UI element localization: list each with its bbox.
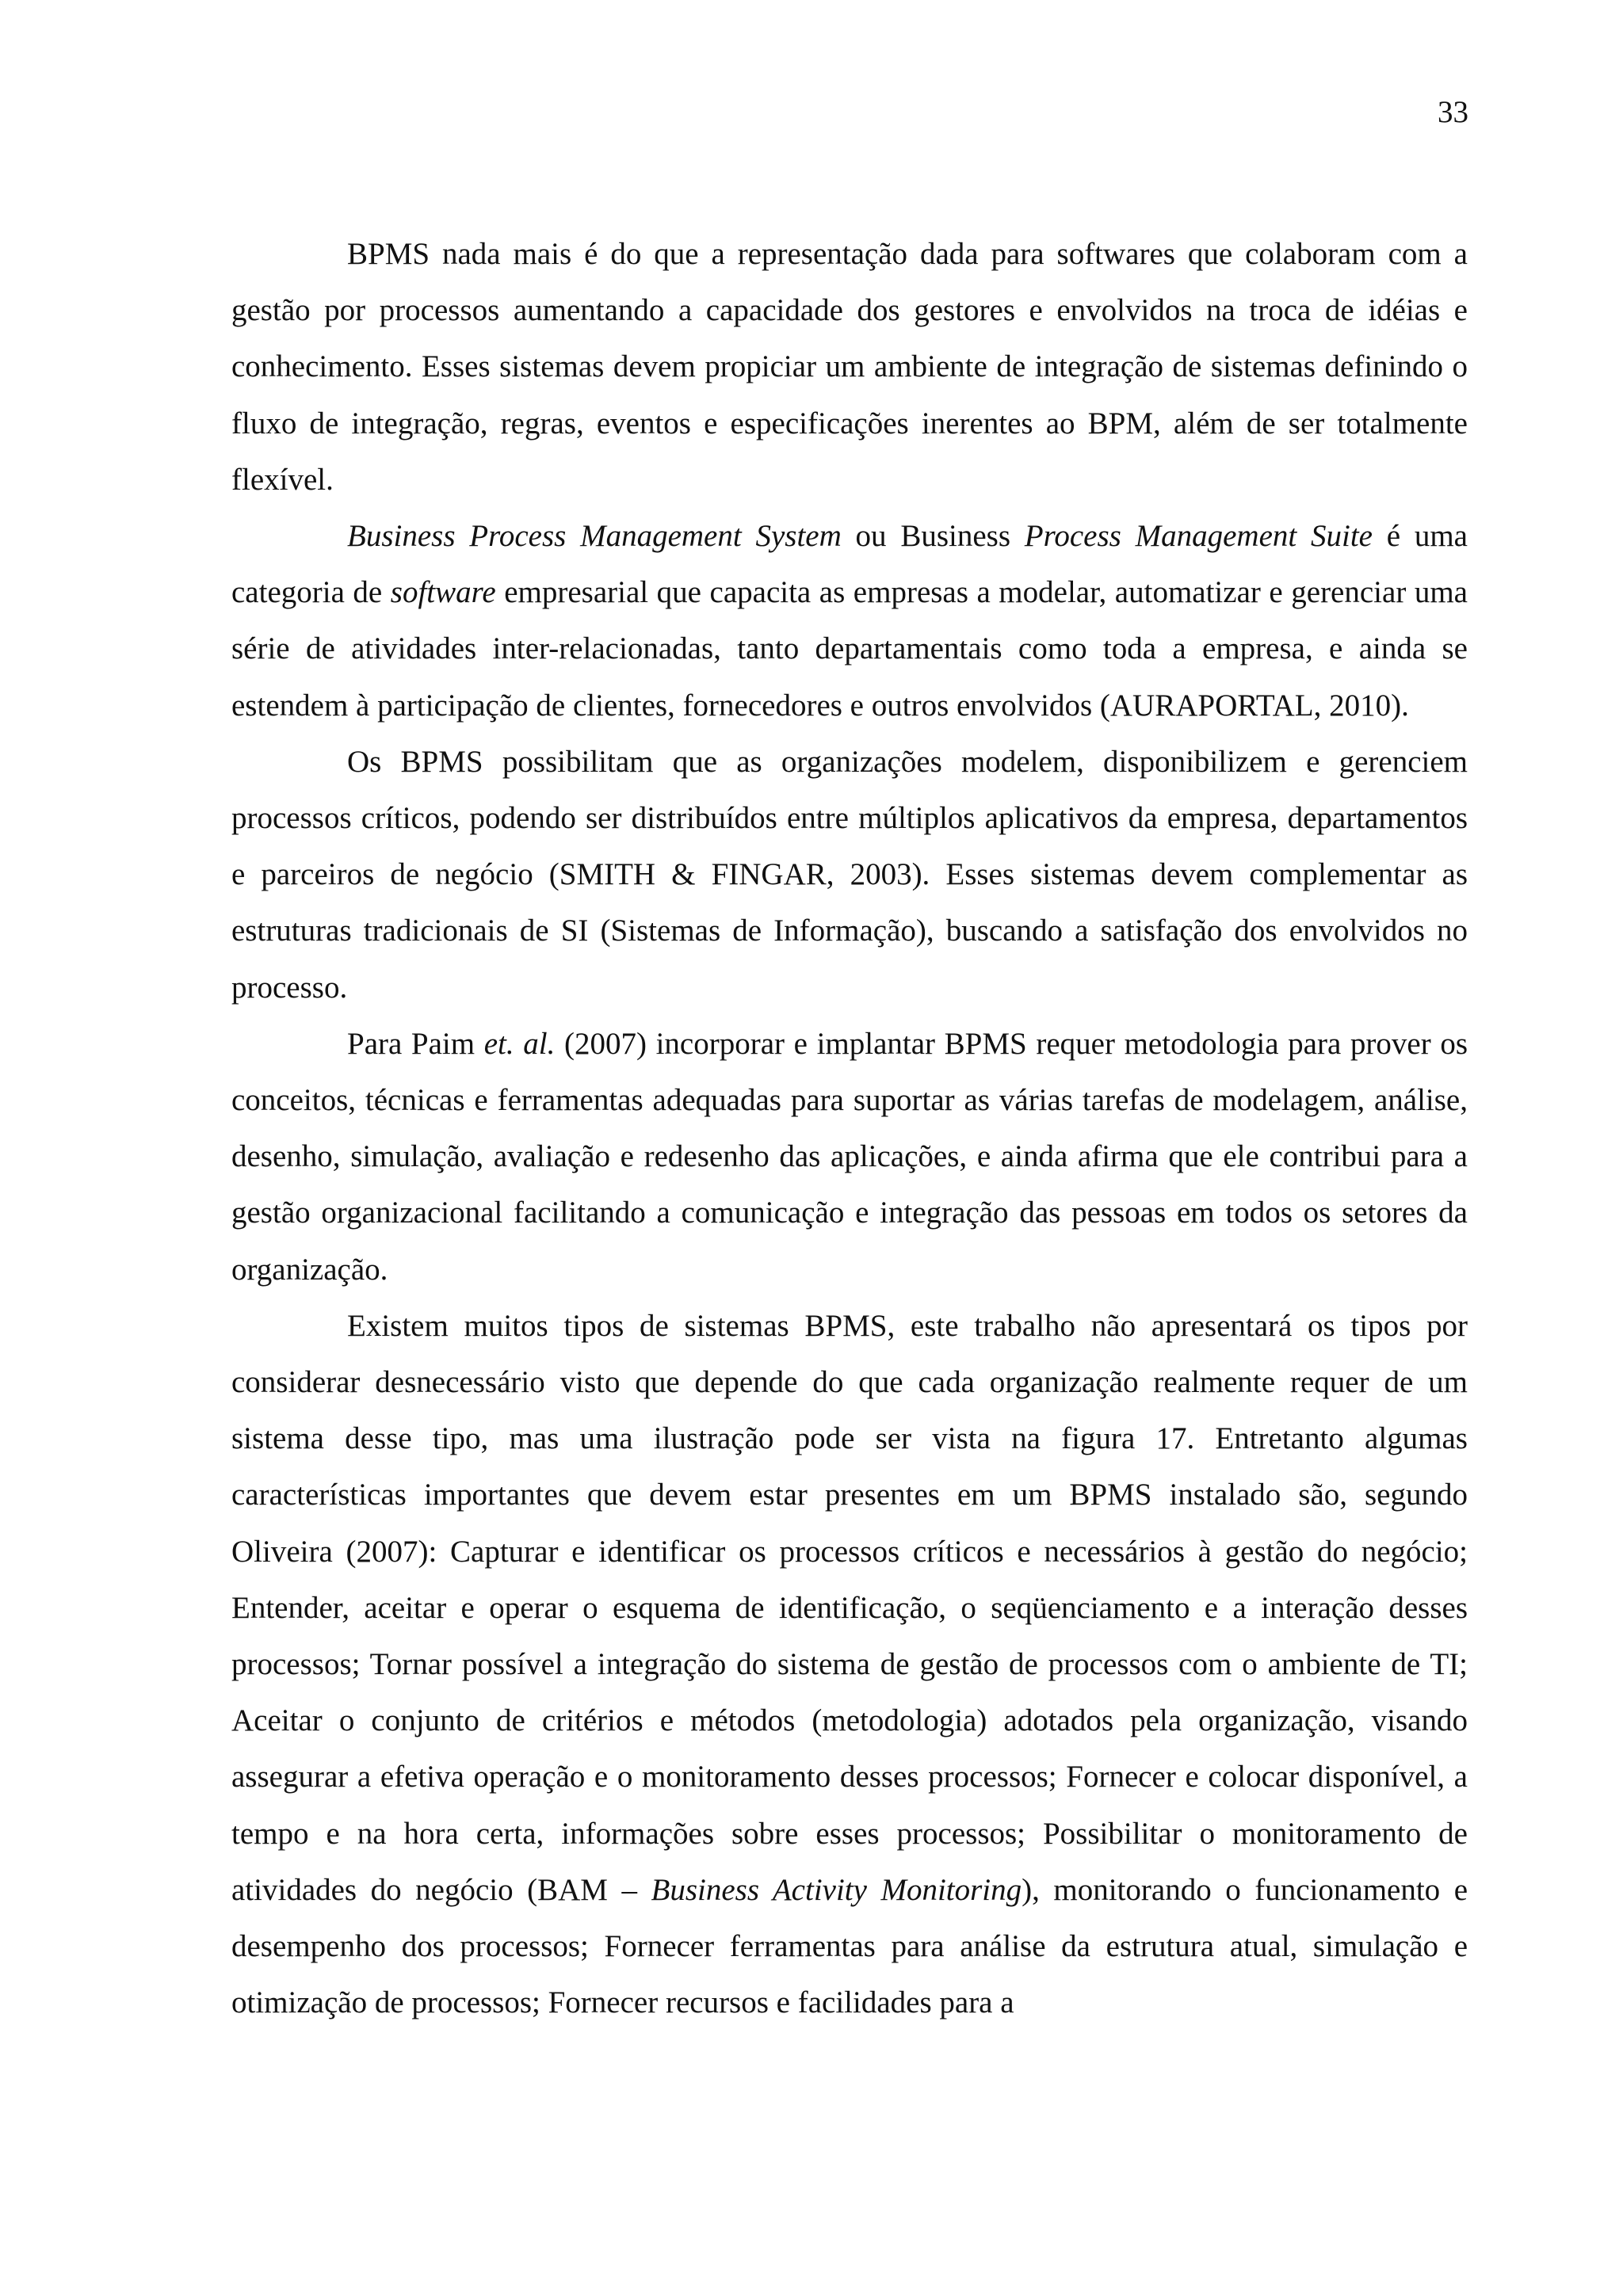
paragraph-bpms-category <box>231 508 1468 734</box>
paragraph-text: BPMS nada mais é do que a representação dada para softwares que colaboram com a gestão por processos aumentando a capacidade dos gestores e envolvidos na troca de idéias e conhecimento. Esses sistemas devem propiciar um ambiente de integração de sistemas definindo o fluxo de integração, regras, eventos e especificações inerentes ao BPM, além de ser totalmente flexível. <box>231 237 1468 497</box>
paragraph-bpms-methodology <box>231 1016 1468 1298</box>
document-body <box>231 226 1468 2031</box>
paragraph-bpms-definition <box>231 226 1468 508</box>
paragraph-text: (2007) incorporar e implantar BPMS requer metodologia para prover os conceitos, técnicas e ferramentas adequadas para suportar as várias tarefas de modelagem, análise, desenho, simulação, avaliação e redesenho das aplicações, e ainda afirma que ele contribui para a gestão organizacional facilitando a comunicação e integração das pessoas em todos os setores da organização. <box>231 1026 1468 1287</box>
paragraph-bpms-characteristics <box>231 1298 1468 2031</box>
paragraph-bpms-organizations <box>231 734 1468 1016</box>
italic-term: Business Process Management System <box>347 519 842 554</box>
paragraph-text: ou Business <box>841 519 1025 554</box>
paragraph-text: é uma categoria de <box>231 519 1468 610</box>
paragraph-text: Para Paim <box>347 1026 484 1061</box>
italic-term: Process Management Suite <box>1024 519 1373 554</box>
italic-term: Business Activity Monitoring <box>651 1872 1022 1907</box>
page-number: 33 <box>1438 95 1468 129</box>
italic-term: software <box>390 575 496 610</box>
paragraph-text: Os BPMS possibilitam que as organizações modelem, disponibilizem e gerenciem processos críticos, podendo ser distribuídos entre múltiplos aplicativos da empresa, departamentos e parceiros de negócio (SMITH & FINGAR, 2003). Esses sistemas devem complementar as estruturas tradicionais de SI (Sistemas de Informação), buscando a satisfação dos envolvidos no processo. <box>231 744 1468 1005</box>
italic-citation: et. al. <box>483 1026 556 1061</box>
paragraph-text: Existem muitos tipos de sistemas BPMS, este trabalho não apresentará os tipos por considerar desnecessário visto que depende do que cada organização realmente requer de um sistema desse tipo, mas uma ilustração pode ser vista na figura 17. Entretanto algumas características importantes que devem estar presentes em um BPMS instalado são, segundo Oliveira (2007): Capturar e identificar os processos críticos e necessários à gestão do negócio; Entender, aceitar e operar o esquema de identificação, o seqüenciamento e a interação desses processos; Tornar possível a integração do sistema de gestão de processos com o ambiente de TI; Aceitar o conjunto de critérios e métodos (metodologia) adotados pela organização, visando assegurar a efetiva operação e o monitoramento desses processos; Fornecer e colocar disponível, a tempo e na hora certa, informações sobre esses processos; Possibilitar o monitoramento de atividades do negócio (BAM – <box>231 1308 1468 1907</box>
paragraph-text: empresarial que capacita as empresas a modelar, automatizar e gerenciar uma série de atividades inter-relacionadas, tanto departamentais como toda a empresa, e ainda se estendem à participação de clientes, fornecedores e outros envolvidos (AURAPORTAL, 2010). <box>231 575 1468 723</box>
paragraph-text: ), monitorando o funcionamento e desempenho dos processos; Fornecer ferramentas para análise da estrutura atual, simulação e otimização de processos; Fornecer recursos e facilidades para a <box>231 1872 1468 2020</box>
